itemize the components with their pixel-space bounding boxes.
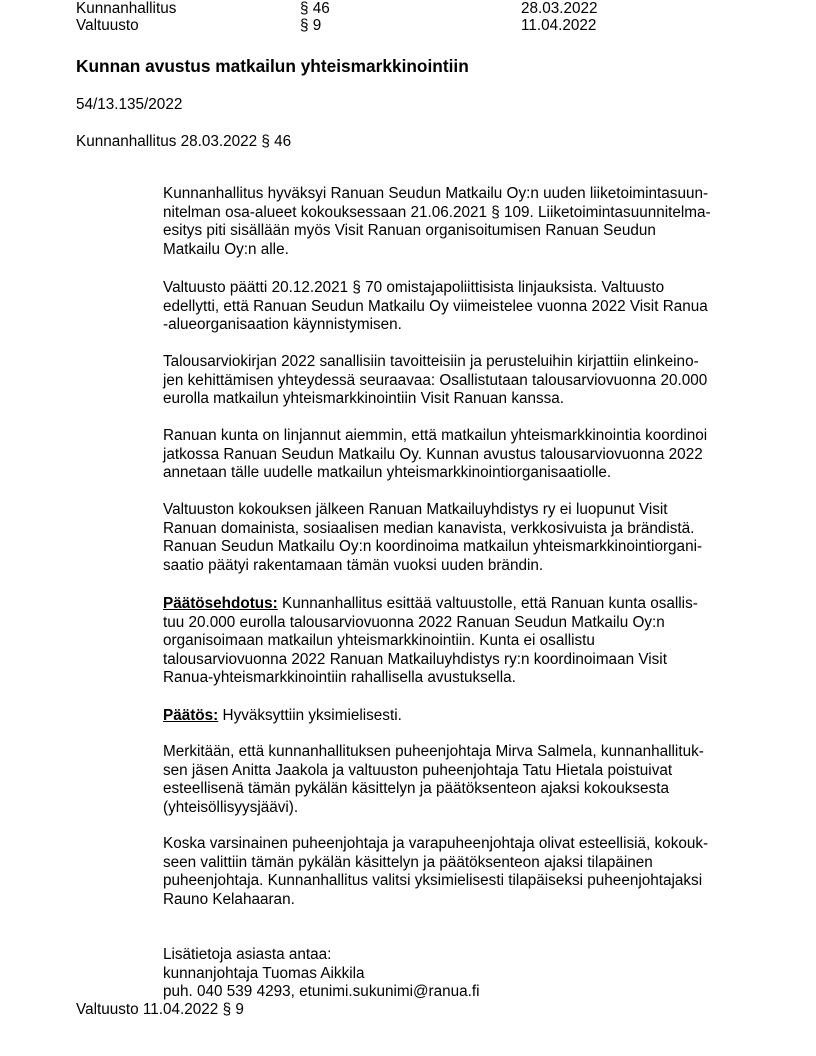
paragraph-1 — [163, 185, 743, 259]
paragraph-2 — [163, 279, 743, 335]
contact-info — [163, 946, 743, 1002]
text-line: Kunnanhallitus hyväksyi Ranuan Seudun Matkailu Oy:n uuden liiketoimintasuun- — [163, 185, 709, 202]
case-number: 54/13.135/2022 — [76, 96, 183, 113]
proposal-label: Päätösehdotus: — [163, 595, 278, 612]
text-line: seen valittiin tämän pykälän käsittelyn ja päätöksenteon ajaksi tilapäinen — [163, 853, 653, 871]
contact-line: kunnanjohtaja Tuomas Aikkila — [163, 964, 365, 982]
meeting-reference: Kunnanhallitus 28.03.2022 § 46 — [76, 133, 292, 150]
text-line: eurolla matkailun yhteismarkkinointiin Visit Ranuan kanssa. — [163, 390, 565, 407]
paragraph-3 — [163, 353, 743, 409]
text-line: (yhteisöllisyysjäävi). — [163, 798, 299, 816]
decision — [163, 707, 743, 726]
text-line: Ranuan domainista, sosiaalisen median kanavista, verkkosivuista ja brändistä. — [163, 519, 695, 537]
contact-line: Lisätietoja asiasta antaa: — [163, 946, 332, 963]
text-line: Matkailu Oy:n alle. — [163, 240, 289, 258]
text-line: saatio päätyi rakentamaan tämän vuoksi uuden brändin. — [163, 556, 544, 574]
header-section: § 9 — [300, 17, 322, 34]
text-line: Ranuan kunta on linjannut aiemmin, että matkailun yhteismarkkinointia koordinoi — [163, 427, 708, 444]
note-paragraph-2 — [163, 835, 743, 909]
text-line: -alueorganisaation käynnistymisen. — [163, 316, 402, 333]
text-line: Rauno Kelahaaran. — [163, 890, 295, 908]
text-line: Valtuusto päätti 20.12.2021 § 70 omistajapoliittisista linjauksista. Valtuusto — [163, 279, 665, 296]
text-line: organisoimaan matkailun yhteismarkkinointiin. Kunta ei osallistu — [163, 632, 595, 649]
text-line: annetaan tälle uudelle matkailun yhteismarkkinointiorganisaatiolle. — [163, 464, 612, 481]
text-line — [163, 595, 743, 614]
text-line: esitys piti sisällään myös Visit Ranuan organisoitumisen Ranuan Seudun — [163, 222, 656, 239]
decision-proposal — [163, 595, 743, 688]
header-body: Kunnanhallitus — [76, 0, 177, 17]
text-line: esteellisenä tämän pykälän käsittelyn ja päätöksenteon ajaksi kokouksesta — [163, 780, 669, 797]
text-line: edellytti, että Ranuan Seudun Matkailu Oy viimeistelee vuonna 2022 Visit Ranua — [163, 297, 708, 315]
header-body: Valtuusto — [76, 17, 139, 34]
text-line: Merkitään, että kunnanhallituksen puheenjohtaja Mirva Salmela, kunnanhallituk- — [163, 743, 704, 760]
text-line: Ranua-yhteismarkkinointiin rahallisella avustuksella. — [163, 669, 516, 686]
text-line: sen jäsen Anitta Jaakola ja valtuuston puheenjohtaja Tatu Hietala poistuivat — [163, 761, 673, 779]
text-line: nitelman osa-alueet kokouksessaan 21.06.2021 § 109. Liiketoimintasuunnitelma- — [163, 203, 711, 221]
text-line: Valtuuston kokouksen jälkeen Ranuan Matkailuyhdistys ry ei luopunut Visit — [163, 501, 668, 518]
contact-line: puh. 040 539 4293, etunimi.sukunimi@ranua.fi — [163, 983, 480, 1000]
decision-label: Päätös: — [163, 707, 219, 724]
text-line: Koska varsinainen puheenjohtaja ja varapuheenjohtaja olivat esteellisiä, kokouk- — [163, 835, 709, 852]
header-date: 11.04.2022 — [521, 17, 597, 34]
note-paragraph-1 — [163, 743, 743, 817]
header-date: 28.03.2022 — [521, 0, 598, 17]
text-line: jen kehittämisen yhteydessä seuraavaa: Osallistutaan talousarviovuonna 20.000 — [163, 371, 708, 389]
text-line: puheenjohtaja. Kunnanhallitus valitsi yksimielisesti tilapäiseksi puheenjohtajaksi — [163, 872, 703, 889]
text-line: talousarviovuonna 2022 Ranuan Matkailuyhdistys ry:n koordinoimaan Visit — [163, 650, 667, 668]
text-line: jatkossa Ranuan Seudun Matkailu Oy. Kunnan avustus talousarviovuonna 2022 — [163, 445, 703, 463]
paragraph-5 — [163, 501, 743, 575]
text-line — [163, 707, 743, 726]
paragraph-4 — [163, 427, 743, 483]
text-line: tuu 20.000 eurolla talousarviovuonna 2022 Ranuan Seudun Matkailu Oy:n — [163, 613, 665, 631]
footer-reference: Valtuusto 11.04.2022 § 9 — [76, 1001, 244, 1018]
header-section: § 46 — [300, 0, 330, 17]
document-title: Kunnan avustus matkailun yhteismarkkinointiin — [76, 56, 469, 76]
text-line: Talousarviokirjan 2022 sanallisiin tavoitteisiin ja perusteluihin kirjattiin elinkeino- — [163, 353, 699, 370]
proposal-text: Kunnanhallitus esittää valtuustolle, että Ranuan kunta osallis- — [277, 595, 698, 612]
text-line: Ranuan Seudun Matkailu Oy:n koordinoima matkailun yhteismarkkinointiorgani- — [163, 538, 703, 555]
decision-text: Hyväksyttiin yksimielisesti. — [218, 707, 402, 724]
